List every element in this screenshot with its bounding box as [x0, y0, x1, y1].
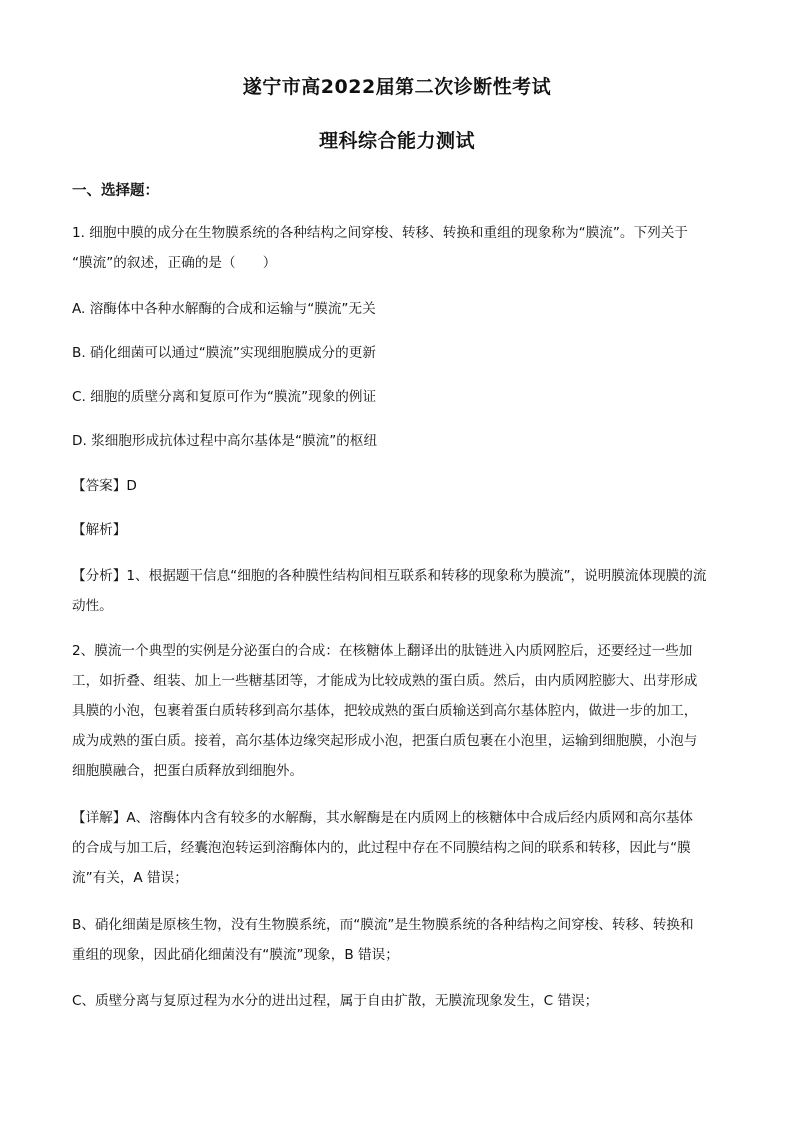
- analysis-para2-line-3: 具膜的小泡，包裹着蛋白质转移到高尔基体，把较成熟的蛋白质输送到高尔基体腔内，做进一步的加工，: [72, 703, 698, 719]
- question-stem-line-2: “膜流”的叙述，正确的是（ ）: [72, 255, 277, 271]
- analysis-para2-line-2: 工，如折叠、组装、加上一些糖基团等，才能成为比较成熟的蛋白质。然后，由内质网腔膨大、出芽形成: [72, 673, 698, 689]
- analysis-para2-line-1: 2、膜流一个典型的实例是分泌蛋白的合成：在核糖体上翻译出的肽链进入内质网腔后，还要经过一些加: [72, 643, 693, 659]
- detail-a-line-2: 的合成与加工后，经囊泡泡转运到溶酶体内的，此过程中存在不同膜结构之间的联系和转移，因此与“膜: [72, 840, 691, 856]
- analysis-para1-line-1: 【分析】1、根据题干信息“细胞的各种膜性结构间相互联系和转移的现象称为膜流”，说明膜流体现膜的流: [72, 568, 707, 584]
- analysis-para1-line-2: 动性。: [72, 598, 113, 614]
- detail-b-line-1: B、硝化细菌是原核生物，没有生物膜系统，而“膜流”是生物膜系统的各种结构之间穿梭、转移、转换和: [72, 917, 694, 933]
- detail-c-line: C、质壁分离与复原过程为水分的进出过程，属于自由扩散，无膜流现象发生，C 错误；: [72, 993, 599, 1009]
- answer-label: 【答案】D: [72, 478, 137, 494]
- detail-b-line-2: 重组的现象，因此硝化细菌没有“膜流”现象，B 错误；: [72, 947, 399, 963]
- option-a: A. 溶酶体中各种水解酶的合成和运输与“膜流”无关: [72, 301, 376, 317]
- analysis-label: 【解析】: [72, 522, 127, 538]
- option-c: C. 细胞的质壁分离和复原可作为“膜流”现象的例证: [72, 389, 377, 405]
- option-d: D. 浆细胞形成抗体过程中高尔基体是“膜流”的枢纽: [72, 433, 378, 449]
- exam-subtitle: 理科综合能力测试: [318, 130, 475, 152]
- analysis-para2-line-5: 细胞膜融合，把蛋白质释放到细胞外。: [72, 763, 304, 779]
- detail-a-line-3: 流”有关，A 错误；: [72, 870, 188, 886]
- analysis-para2-line-4: 成为成熟的蛋白质。接着，高尔基体边缘突起形成小泡，把蛋白质包裹在小泡里，运输到细胞膜，小泡与: [72, 733, 698, 749]
- exam-title: 遂宁市高2022届第二次诊断性考试: [242, 76, 552, 98]
- question-stem-line-1: 1. 细胞中膜的成分在生物膜系统的各种结构之间穿梭、转移、转换和重组的现象称为“膜流”。下列关于: [72, 225, 688, 241]
- section-heading: 一、选择题：: [72, 183, 159, 199]
- option-b: B. 硝化细菌可以通过“膜流”实现细胞膜成分的更新: [72, 345, 376, 361]
- detail-a-line-1: 【详解】A、溶酶体内含有较多的水解酶，其水解酶是在内质网上的核糖体中合成后经内质网和高尔基体: [72, 810, 694, 826]
